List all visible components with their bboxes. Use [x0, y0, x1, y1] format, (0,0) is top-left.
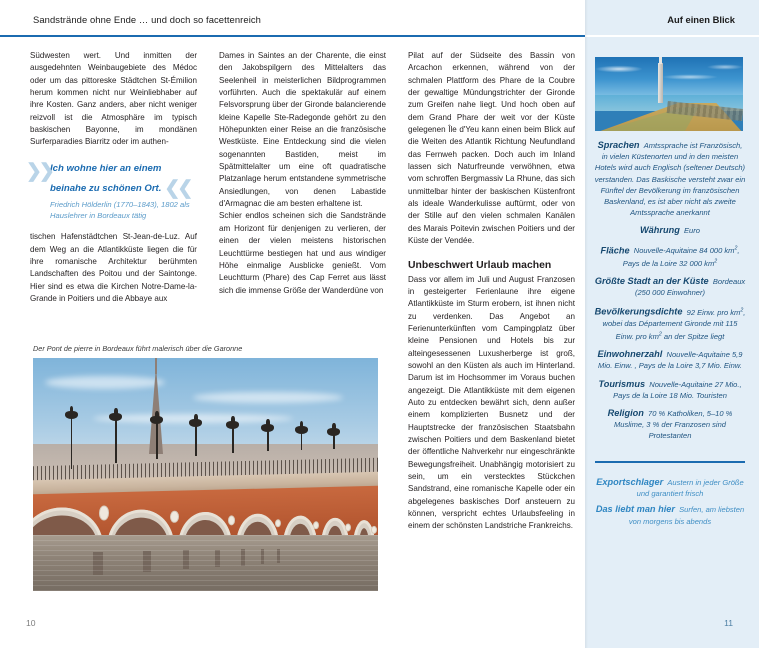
- bridge-pier: [143, 551, 151, 572]
- bridge-pier: [241, 549, 245, 565]
- col1-paragraph-1: Südwesten wert. Und inmitten der ausgedehnten Weinbaugebiete des Médoc oder um das pittoreske Städtchen St-Émilion herum kommen nicht nur Weinliebhaber auf ihre Kosten. Ganz anders, aber nicht weniger reizvoll ist die Atmosphäre im typisch baskischen Bayonne, im mondänen Surferparadies Biarritz oder im authen-: [30, 51, 197, 147]
- street-lamp-icon: [71, 417, 72, 469]
- fact-item: [594, 379, 746, 401]
- street-lamp-icon: [232, 427, 233, 453]
- fact-value: Bordeaux (250 000 Einwohner): [634, 277, 746, 298]
- bridge-pier: [277, 549, 280, 563]
- sidebar-header-rule: [585, 35, 759, 37]
- figure-caption: Der Pont de pierre in Bordeaux führt malerisch über die Garonne: [33, 344, 243, 353]
- arch-medallion: [275, 519, 281, 528]
- highlight-value: Austern in jeder Größe und garantiert frisch: [636, 478, 744, 499]
- bordeaux-bridge-photo: [33, 358, 378, 591]
- highlight-label: Exportschlager: [596, 477, 664, 487]
- fact-item: [594, 225, 746, 236]
- fact-item: [594, 408, 746, 442]
- garonne-river: [33, 535, 378, 591]
- fact-value: Amtssprache ist Französisch, in vielen Küstenorten und in den meisten Hotels wird auch Englisch (seltener Deutsch) verstanden. Das Baskische versteht zwar ein Fünftel der Bevölkerung im französischen Baskenland, es ist aber nicht als zweite Amtssprache anerkannt: [594, 141, 746, 218]
- arch-medallion: [170, 510, 179, 522]
- lighthouse-tower-icon: [658, 63, 663, 103]
- fact-label: Tourismus: [598, 378, 646, 389]
- bridge-pier: [261, 549, 264, 564]
- main-figure: [33, 344, 378, 591]
- section-heading: Unbeschwert Urlaub machen: [408, 259, 552, 271]
- highlight-value: Surfen, am liebsten von morgens bis abends: [628, 505, 745, 526]
- fact-label: Fläche: [600, 245, 630, 256]
- pull-quote: [26, 158, 197, 221]
- fact-label: Währung: [640, 225, 680, 236]
- fact-value: 92 Einw. pro $km^2$, wobei das Département Gironde mit 115 Einw. pro $km^2$ an der Spitze liegt: [602, 307, 746, 341]
- header-rule: [0, 35, 585, 37]
- cathedral-spire-tip: [155, 358, 157, 374]
- fact-value: Nouvelle-Aquitaine 5,9 Mio. Einw. , Pays de la Loire 3,7 Mio. Einw.: [598, 350, 743, 371]
- fact-label: Religion: [607, 407, 644, 418]
- fact-label: Größte Stadt an der Küste: [594, 276, 709, 287]
- fact-value: Nouvelle-Aquitaine 27 Mio., Pays de la Loire 18 Mio. Touristen: [613, 379, 742, 400]
- cloud-shape: [595, 63, 743, 85]
- left-running-head: Sandstrände ohne Ende … und doch so facettenreich: [33, 14, 261, 25]
- bridge-pier: [215, 550, 220, 567]
- arch-medallion: [345, 523, 351, 531]
- cloud-shape: [45, 376, 165, 389]
- pull-quote-attribution: Friedrich Hölderlin (1770–1843), 1802 als Hauslehrer in Bordeaux tätig: [50, 199, 190, 220]
- arch-medallion: [371, 526, 377, 534]
- col2-paragraph-2: Schier endlos scheinen sich die Sandstrände am Horizont für denjenigen zu verlieren, der einen der vielen meistens historischen Leuchttürme bestiegen hat und aus windiger Höhe einmalige Ausblicke genießt. Vom Leuchtturm (Phare) des Cap Ferret aus lässt sich die immense Größe der Wanderdüne von: [219, 211, 386, 295]
- sidebar-divider: [595, 461, 745, 463]
- cloud-shape: [193, 392, 343, 403]
- arch-medallion: [99, 506, 109, 521]
- fact-item: [594, 349, 746, 371]
- col2-paragraph-1: Dames in Saintes an der Charente, die einst den Jakobspilgern des Mittelalters das Seelenheil in meisterlichen Bildprogrammen vorführten. Auch die spektakulär auf einem Felsvorsprung über der Gironde balancierende kleine Kapelle Ste-Radegonde gehört zu den Höhepunkten einer Reise an die französische Westküste. Eine Entdeckung sind die vielen sogenannten Bastiden, meist im Spätmittelalter um eine oft quadratische Platzanlage herum entstandene symmetrische Ansiedlungen, von denen Labastide d'Armagnac die am besten erhaltene ist.: [219, 51, 386, 209]
- right-page-number: 11: [724, 618, 733, 628]
- highlight-label: Das liebt man hier: [595, 504, 675, 515]
- bridge-pier: [93, 552, 103, 575]
- bridge-pier: [183, 550, 189, 569]
- col3-paragraph-2: Dass vor allem im Juli und August Franzosen in gesteigerter Ferienlaune ihre eigene Atlantikküste im Sturm erobern, ist ihnen nicht zu verdenken. Das Angebot an Ferienunterkünften vom Campingplatz über kleine Pensionen und Hotels bis zur alteingesessenen Luxusherberge ist groß, sowohl an den Küsten als auch im Hinterland. Darum ist im Hochsommer im Voraus buchen angezeigt. Die Atlantikküste mit dem eigenen Auto zu entdecken bewährt sich, denn außer einem komplizierten Busnetz und der Hauptstrecke der französischen Staatsbahn zwischen Poitiers und dem Baskenland bietet der öffentliche Nahverkehr nur eingeschränkte Bewegungsfreiheit. Unabhängig motorisiert zu sein, um ein verstecktes Stückchen Sandstrand, eine romanische Kapelle oder ein abgelegenes baskisches Dorf ansteuern zu können, verspricht echtes Urlaubsfeeling in einem der schönsten Landstriche Frankreichs.: [408, 274, 575, 531]
- fact-value: Nouvelle-Aquitaine 84 000 $km^2$, Pays de la Loire 32 000 $km^2$: [622, 245, 740, 268]
- lighthouse-photo: [595, 57, 743, 131]
- facts-list: [594, 140, 746, 449]
- highlights-list: [594, 477, 746, 532]
- street-lamp-icon: [301, 432, 302, 450]
- street-lamp-icon: [333, 434, 334, 449]
- fact-label: Einwohnerzahl: [597, 349, 663, 360]
- col1-paragraph-2: tischen Hafenstädtchen St-Jean-de-Luz. Auf dem Weg an die Atlantikküste liegen die für ihre romanische Architektur berühmten Landschaften des Poitou und der Saintonge. Hier sind es etwa die Kirchen Notre-Dame-la-Grande in Poitiers und die Abbaye aux: [30, 232, 197, 303]
- fact-label: Bevölkerungsdichte: [594, 306, 683, 317]
- fact-item: [594, 305, 746, 342]
- highlight-item: [594, 504, 746, 526]
- fact-item: [594, 140, 746, 218]
- street-lamp-icon: [267, 430, 268, 452]
- left-page-number: 10: [26, 618, 36, 628]
- street-lamp-icon: [156, 422, 157, 459]
- quote-close-icon: ❮❮: [164, 177, 191, 199]
- col3-paragraph-1: Pilat auf der Südseite des Bassin von Arcachon erkennen, während von der schmalen Plattform des Phare de la Coubre der gewaltige Mündungstrichter der Gironde zum Greifen nahe liegt. Und hoch oben auf dem Grand Phare der weit vor der Küste gelegenen Île d'Yeu kann einen beim Blick auf die Weiten des Atlantik Richtung Neufundland das Fernweh packen. Doch auch im Inland lassen sich Naturfreunde verwöhnen, etwa vom schroffen Bergmassiv La Rhune, das sich unmittelbar hinter der baskischen Küstenfront als ideale Wanderkulisse auftürmt, oder von der Stille auf den vielen schmalen Kanälen des Marais Poitevin zwischen Poitiers und der Küste der Vendée.: [408, 51, 575, 246]
- column-3: [408, 50, 575, 533]
- fact-item: [594, 276, 746, 298]
- fact-label: Sprachen: [597, 140, 640, 150]
- fact-value: 70 % Katholiken, 5–10 % Muslime, 3 % der Franzosen sind Protestanten: [614, 408, 733, 441]
- quote-open-icon: ❯❯: [26, 160, 52, 182]
- fact-value: Euro: [679, 226, 700, 236]
- arch-medallion: [228, 515, 235, 525]
- sidebar-title: Auf einen Blick: [667, 14, 735, 25]
- street-lamp-icon: [115, 419, 116, 463]
- highlight-item: [594, 477, 746, 499]
- street-lamp-icon: [195, 425, 196, 456]
- right-page: [585, 0, 759, 648]
- fact-item: [594, 244, 746, 269]
- pull-quote-text: Ich wohne hier an einem beinahe zu schönen Ort.: [50, 162, 162, 194]
- arch-medallion: [313, 521, 319, 529]
